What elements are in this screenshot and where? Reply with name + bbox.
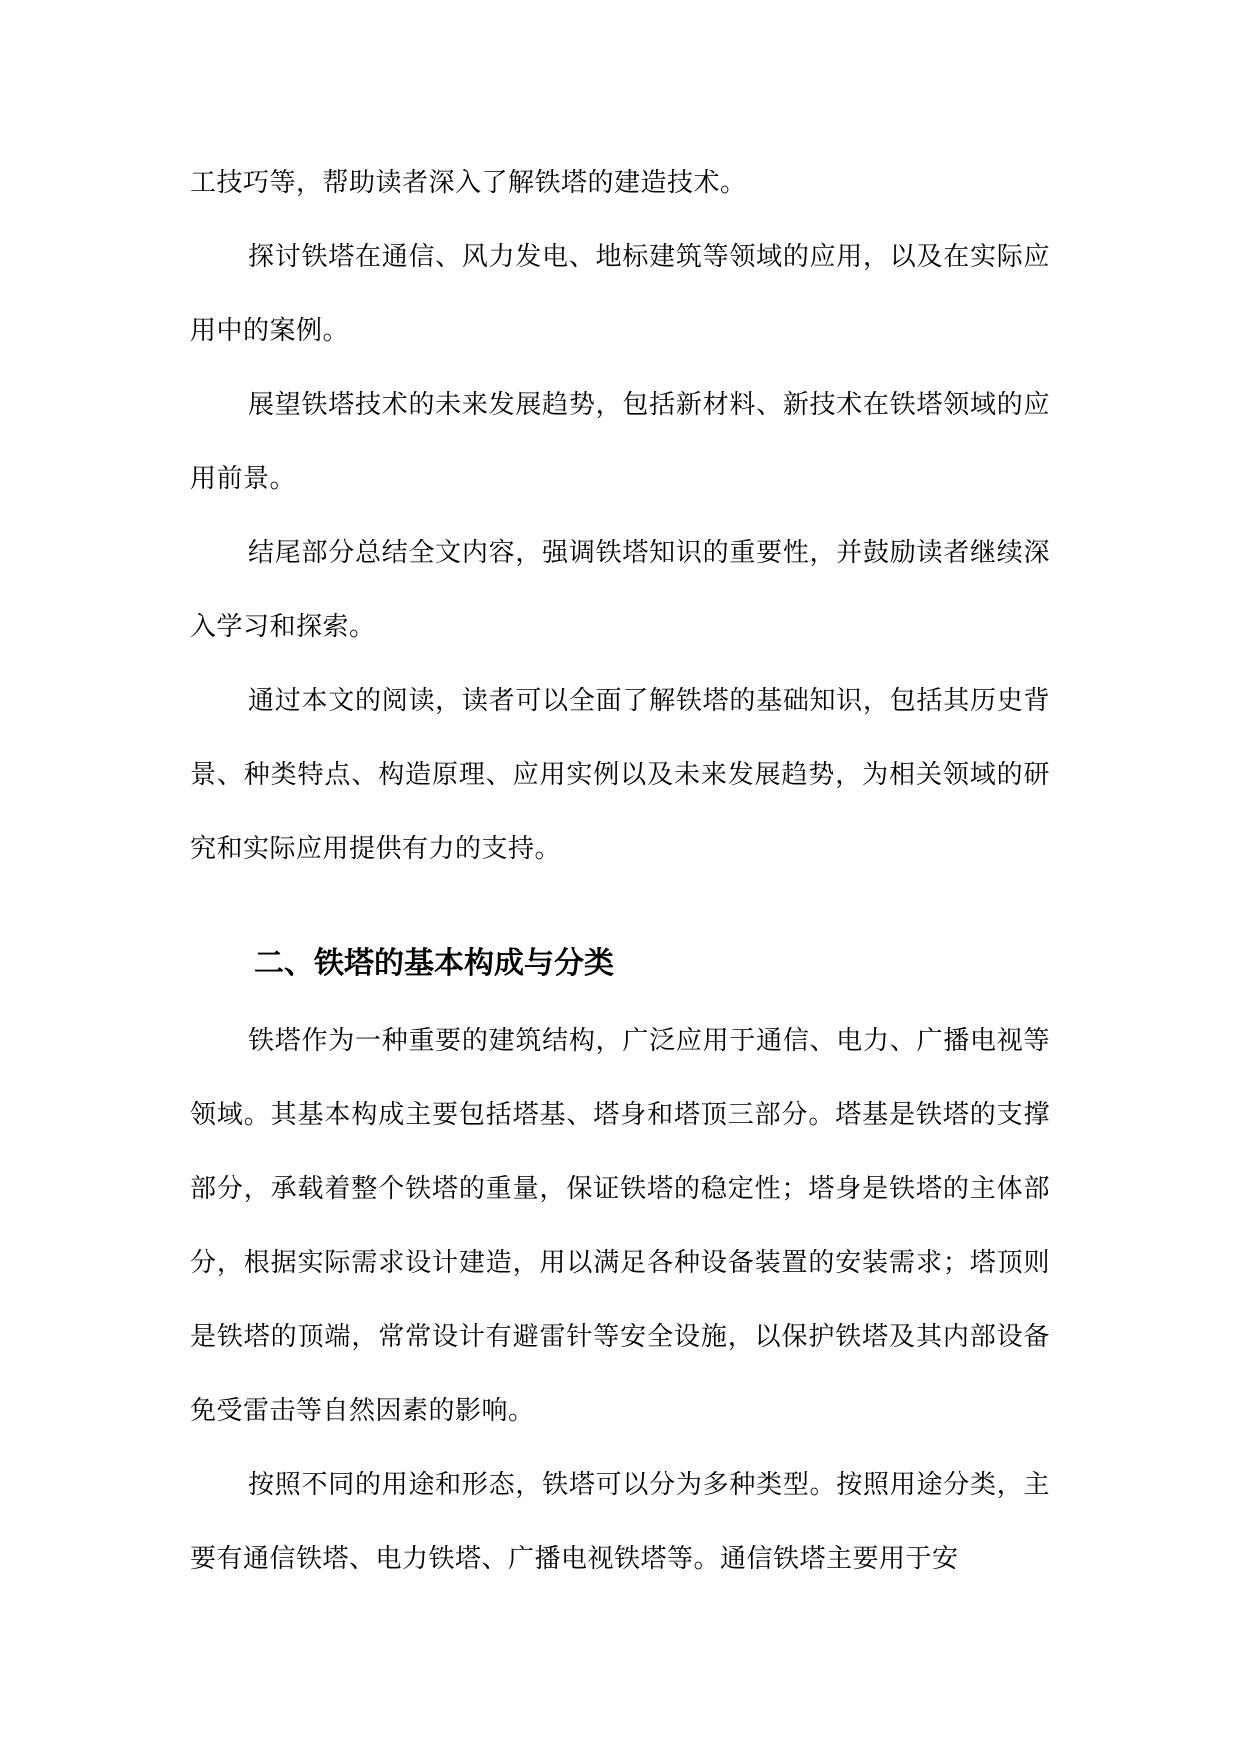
paragraph-summary: 通过本文的阅读，读者可以全面了解铁塔的基础知识，包括其历史背景、种类特点、构造原理、应用实例以及未来发展趋势，为相关领域的研究和实际应用提供有力的支持。 xyxy=(190,686,1050,864)
paragraph-conclusion-outline: 结尾部分总结全文内容，强调铁塔知识的重要性，并鼓励读者继续深入学习和探索。 xyxy=(190,538,1050,642)
paragraph-classification: 按照不同的用途和形态，铁塔可以分为多种类型。按照用途分类，主要有通信铁塔、电力铁塔、广播电视铁塔等。通信铁塔主要用于安 xyxy=(190,1470,1050,1574)
paragraph-continued: 工技巧等，帮助读者深入了解铁塔的建造技术。 xyxy=(190,168,747,198)
paragraph-future-trends: 展望铁塔技术的未来发展趋势，包括新材料、新技术在铁塔领域的应用前景。 xyxy=(190,390,1050,494)
section-heading: 二、铁塔的基本构成与分类 xyxy=(254,946,614,981)
paragraph-applications: 探讨铁塔在通信、风力发电、地标建筑等领域的应用，以及在实际应用中的案例。 xyxy=(190,242,1050,346)
document-body xyxy=(190,146,1050,1596)
paragraph-basic-composition: 铁塔作为一种重要的建筑结构，广泛应用于通信、电力、广播电视等领域。其基本构成主要包括塔基、塔身和塔顶三部分。塔基是铁塔的支撑部分，承载着整个铁塔的重量，保证铁塔的稳定性；塔身是铁塔的主体部分，根据实际需求设计建造，用以满足各种设备装置的安装需求；塔顶则是铁塔的顶端，常常设计有避雷针等安全设施，以保护铁塔及其内部设备免受雷击等自然因素的影响。 xyxy=(190,1026,1050,1426)
